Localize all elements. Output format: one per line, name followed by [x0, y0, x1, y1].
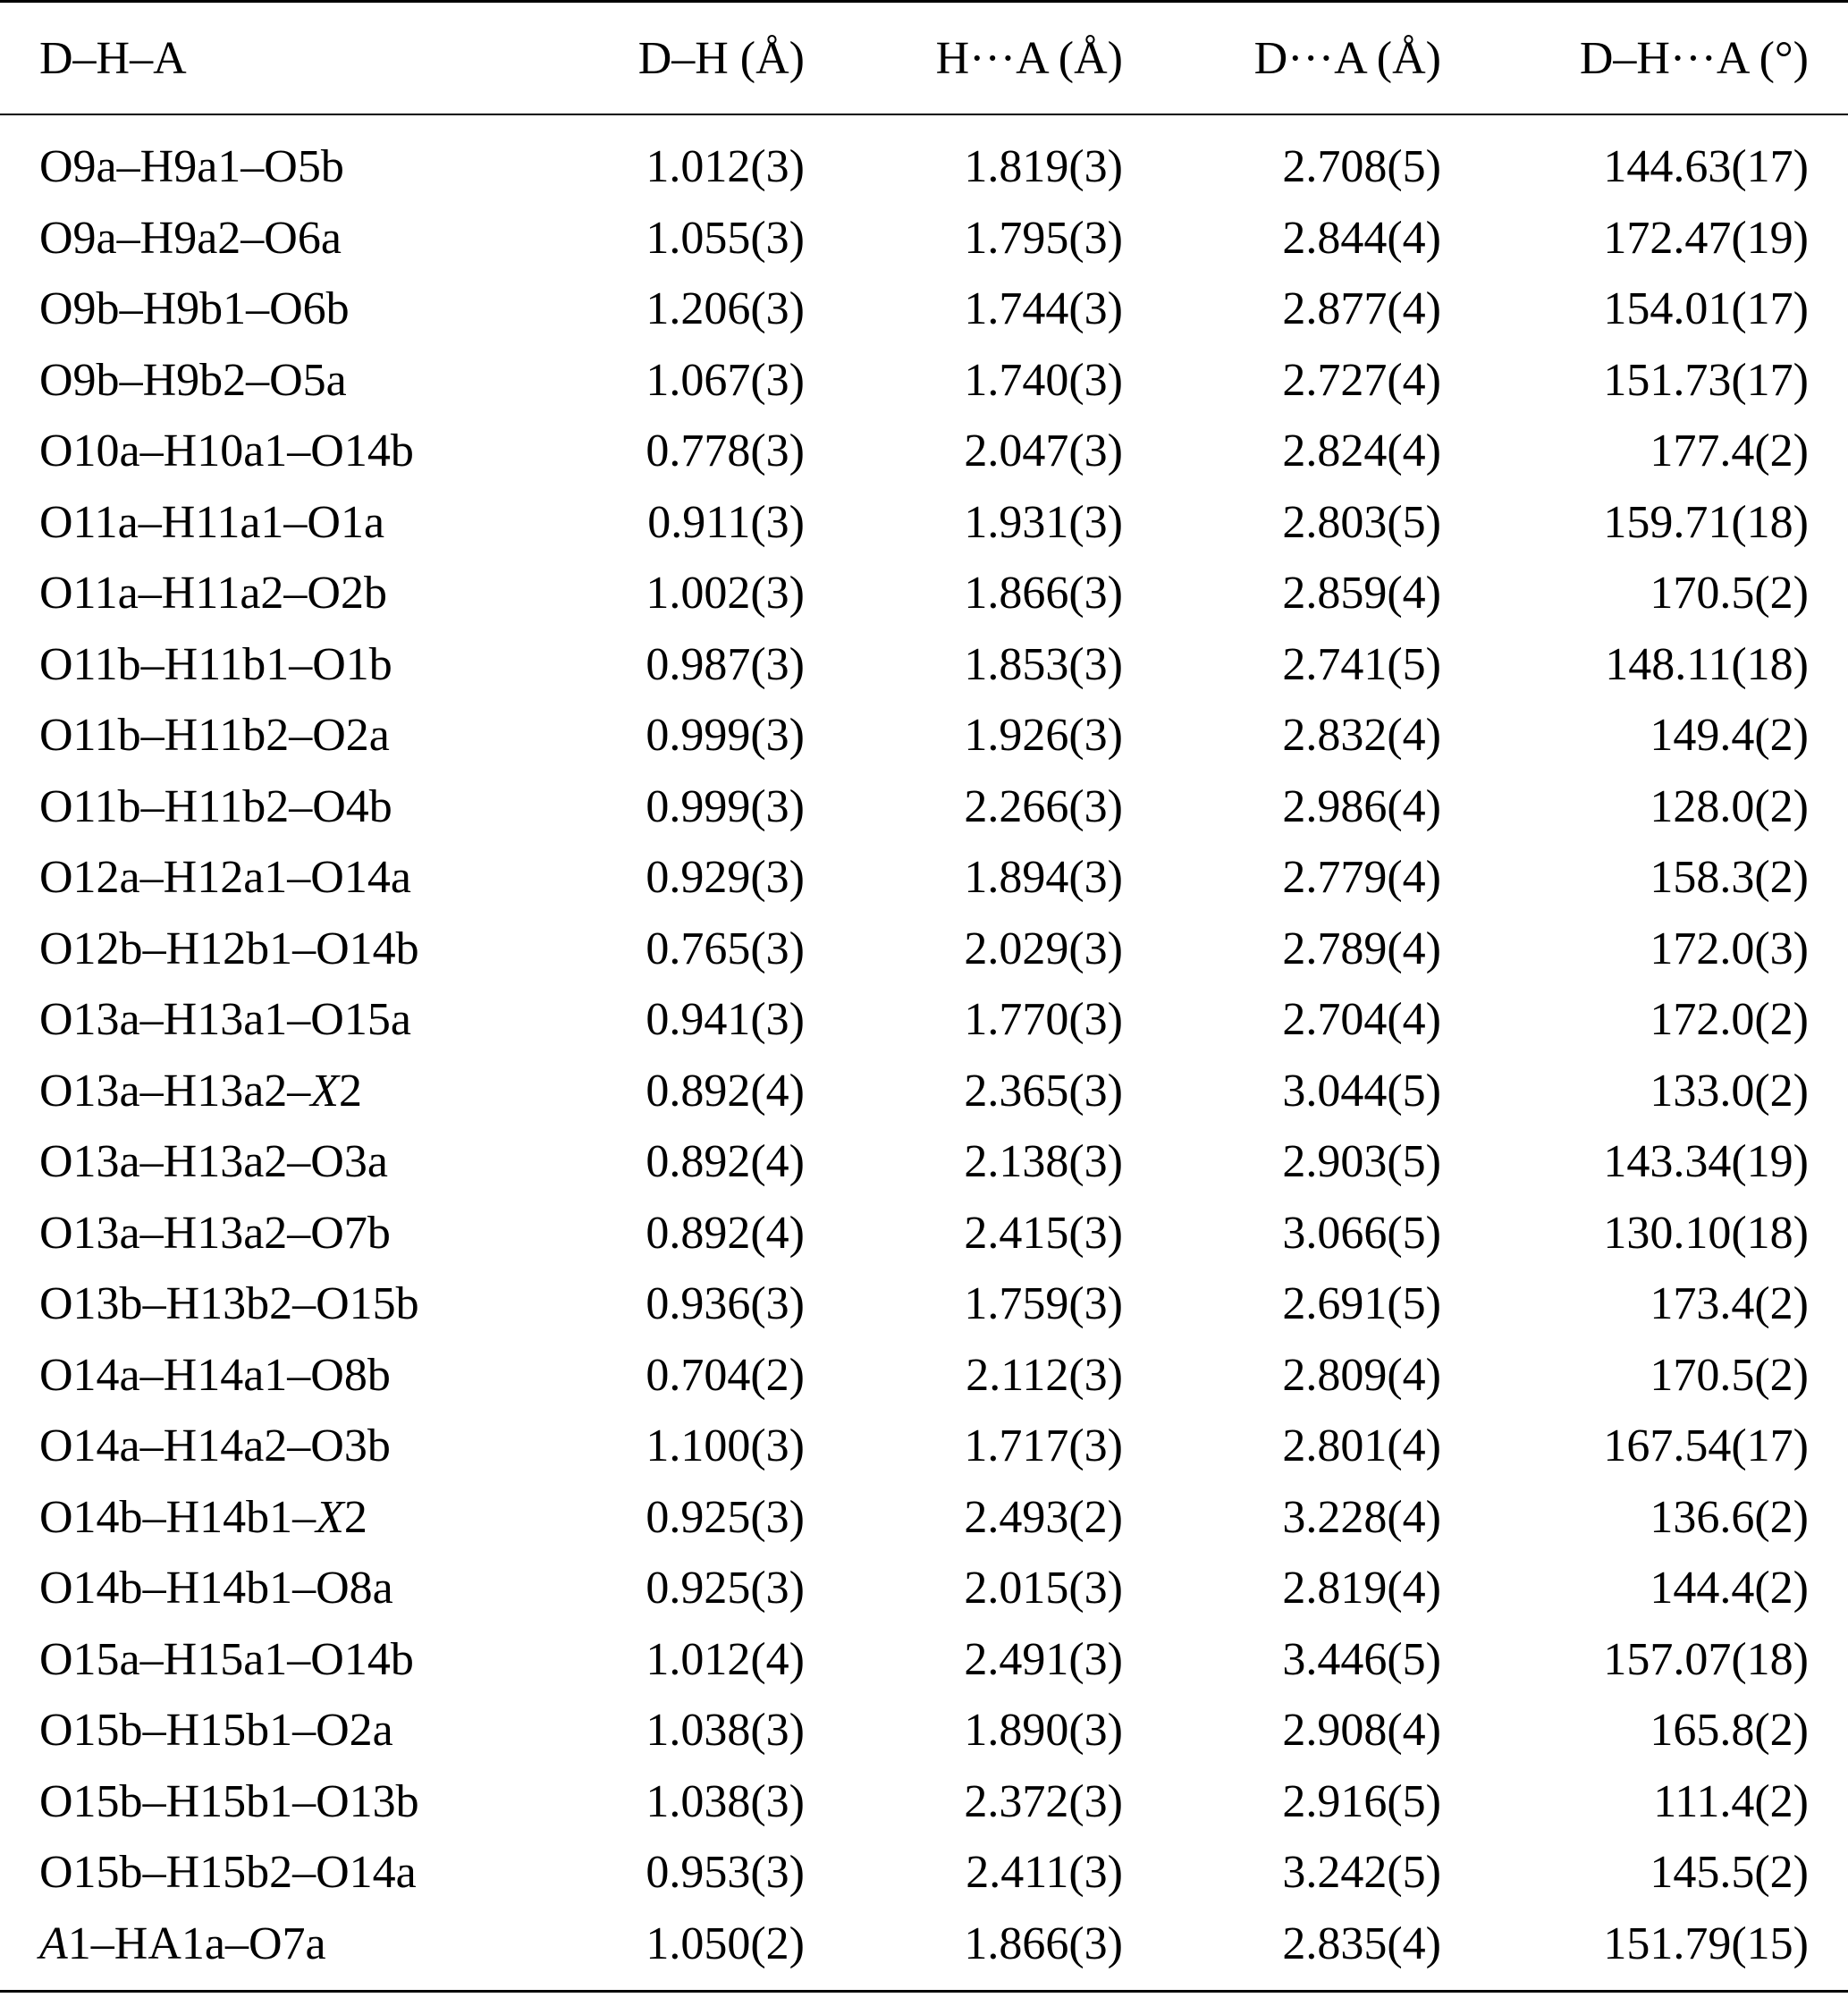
table-row	[0, 1056, 1848, 1127]
ha-distance-cell: 1.866(3)	[964, 1918, 1123, 1969]
dh-distance-cell: 0.892(4)	[646, 1136, 805, 1188]
da-distance-cell: 2.801(4)	[1282, 1420, 1441, 1472]
bond-label-cell: O11a–H11a2–O2b	[39, 568, 387, 620]
bond-label-cell: O15b–H15b2–O14a	[39, 1847, 417, 1899]
dha-angle-cell: 172.0(2)	[1650, 994, 1809, 1046]
table-row	[0, 416, 1848, 487]
dha-angle-cell: 130.10(18)	[1603, 1207, 1809, 1259]
table-row	[0, 984, 1848, 1056]
bond-label-cell: O14a–H14a1–O8b	[39, 1349, 391, 1401]
bond-label-cell: O14b–H14b1–X2	[39, 1491, 367, 1543]
table-row	[0, 1126, 1848, 1198]
dh-distance-cell: 1.002(3)	[646, 568, 805, 620]
ha-distance-cell: 2.411(3)	[966, 1847, 1123, 1899]
ha-distance-cell: 2.266(3)	[964, 780, 1123, 832]
table-row	[0, 1766, 1848, 1838]
table-row	[0, 1268, 1848, 1340]
bond-label-cell: O11a–H11a1–O1a	[39, 496, 385, 548]
da-distance-cell: 2.691(5)	[1282, 1278, 1441, 1330]
dha-angle-cell: 170.5(2)	[1650, 568, 1809, 620]
da-distance-cell: 2.877(4)	[1282, 283, 1441, 335]
ha-distance-cell: 1.744(3)	[964, 283, 1123, 335]
ha-distance-cell: 2.047(3)	[964, 426, 1123, 477]
bond-label-cell: O11b–H11b2–O4b	[39, 780, 392, 832]
dha-angle-cell: 144.63(17)	[1603, 141, 1809, 193]
bond-label-cell: O12b–H12b1–O14b	[39, 923, 419, 974]
header-dh-distance: D–H (Å)	[637, 32, 805, 84]
dh-distance-cell: 0.987(3)	[646, 638, 805, 690]
ha-distance-cell: 2.015(3)	[964, 1563, 1123, 1614]
table-row	[0, 203, 1848, 274]
bond-label-cell: O11b–H11b2–O2a	[39, 710, 390, 762]
table-row	[0, 842, 1848, 914]
header-row	[0, 2, 1848, 115]
da-distance-cell: 2.986(4)	[1282, 780, 1441, 832]
table-row	[0, 1553, 1848, 1624]
bond-label-cell: O13b–H13b2–O15b	[39, 1278, 419, 1330]
da-distance-cell: 3.242(5)	[1282, 1847, 1441, 1899]
bond-label-cell: O9a–H9a1–O5b	[39, 141, 344, 193]
dh-distance-cell: 1.055(3)	[646, 212, 805, 264]
dh-distance-cell: 0.704(2)	[646, 1349, 805, 1401]
dha-angle-cell: 157.07(18)	[1603, 1633, 1809, 1685]
dh-distance-cell: 0.941(3)	[646, 994, 805, 1046]
da-distance-cell: 2.708(5)	[1282, 141, 1441, 193]
ha-distance-cell: 1.926(3)	[964, 710, 1123, 762]
dha-angle-cell: 149.4(2)	[1650, 710, 1809, 762]
bond-label-cell: O15b–H15b1–O2a	[39, 1705, 393, 1757]
dh-distance-cell: 0.911(3)	[647, 496, 805, 548]
dh-distance-cell: 1.012(4)	[646, 1633, 805, 1685]
table-row	[0, 700, 1848, 771]
table-row	[0, 1909, 1848, 1992]
dha-angle-cell: 136.6(2)	[1650, 1491, 1809, 1543]
table-row	[0, 1837, 1848, 1909]
da-distance-cell: 2.803(5)	[1282, 496, 1441, 548]
da-distance-cell: 2.704(4)	[1282, 994, 1441, 1046]
da-distance-cell: 3.066(5)	[1282, 1207, 1441, 1259]
ha-distance-cell: 2.415(3)	[964, 1207, 1123, 1259]
ha-distance-cell: 1.717(3)	[964, 1420, 1123, 1472]
dha-angle-cell: 173.4(2)	[1650, 1278, 1809, 1330]
header-da-distance: D···A (Å)	[1253, 32, 1441, 84]
ha-distance-cell: 1.866(3)	[964, 568, 1123, 620]
da-distance-cell: 2.835(4)	[1282, 1918, 1441, 1969]
da-distance-cell: 3.228(4)	[1282, 1491, 1441, 1543]
dh-distance-cell: 1.067(3)	[646, 354, 805, 406]
bond-label-cell: O9b–H9b1–O6b	[39, 283, 350, 335]
table-row	[0, 771, 1848, 843]
ha-distance-cell: 1.890(3)	[964, 1705, 1123, 1757]
table-row	[0, 1411, 1848, 1482]
bond-label-cell: O9a–H9a2–O6a	[39, 212, 342, 264]
ha-distance-cell: 1.819(3)	[964, 141, 1123, 193]
dh-distance-cell: 1.038(3)	[646, 1775, 805, 1827]
dh-distance-cell: 0.929(3)	[646, 852, 805, 904]
dh-distance-cell: 0.765(3)	[646, 923, 805, 974]
dh-distance-cell: 0.953(3)	[646, 1847, 805, 1899]
ha-distance-cell: 2.365(3)	[964, 1065, 1123, 1117]
table-row	[0, 274, 1848, 345]
dh-distance-cell: 0.925(3)	[646, 1491, 805, 1543]
dh-distance-cell: 1.038(3)	[646, 1705, 805, 1757]
da-distance-cell: 2.819(4)	[1282, 1563, 1441, 1614]
table-row	[0, 1695, 1848, 1766]
dha-angle-cell: 143.34(19)	[1603, 1136, 1809, 1188]
ha-distance-cell: 1.931(3)	[964, 496, 1123, 548]
dha-angle-cell: 151.79(15)	[1603, 1918, 1809, 1969]
table-row	[0, 629, 1848, 701]
ha-distance-cell: 2.493(2)	[964, 1491, 1123, 1543]
dh-distance-cell: 0.999(3)	[646, 710, 805, 762]
ha-distance-cell: 2.112(3)	[966, 1349, 1123, 1401]
da-distance-cell: 3.044(5)	[1282, 1065, 1441, 1117]
da-distance-cell: 2.916(5)	[1282, 1775, 1441, 1827]
header-dha: D–H–A	[39, 32, 187, 84]
ha-distance-cell: 1.894(3)	[964, 852, 1123, 904]
da-distance-cell: 2.908(4)	[1282, 1705, 1441, 1757]
da-distance-cell: 2.844(4)	[1282, 212, 1441, 264]
da-distance-cell: 2.824(4)	[1282, 426, 1441, 477]
dha-angle-cell: 145.5(2)	[1650, 1847, 1809, 1899]
dh-distance-cell: 0.892(4)	[646, 1207, 805, 1259]
table-row	[0, 487, 1848, 559]
ha-distance-cell: 2.138(3)	[964, 1136, 1123, 1188]
bond-label-cell: O14a–H14a2–O3b	[39, 1420, 391, 1472]
bond-label-cell: O14b–H14b1–O8a	[39, 1563, 393, 1614]
dha-angle-cell: 159.71(18)	[1603, 496, 1809, 548]
dha-angle-cell: 177.4(2)	[1650, 426, 1809, 477]
dh-distance-cell: 1.100(3)	[646, 1420, 805, 1472]
bond-label-cell: O12a–H12a1–O14a	[39, 852, 411, 904]
ha-distance-cell: 2.372(3)	[964, 1775, 1123, 1827]
table-row	[0, 345, 1848, 417]
dha-angle-cell: 172.47(19)	[1603, 212, 1809, 264]
bond-label-cell: A1–HA1a–O7a	[39, 1918, 326, 1969]
table-body	[0, 114, 1848, 1992]
dha-angle-cell: 165.8(2)	[1650, 1705, 1809, 1757]
dh-distance-cell: 0.778(3)	[646, 426, 805, 477]
bond-label-cell: O13a–H13a2–O3a	[39, 1136, 388, 1188]
dha-angle-cell: 167.54(17)	[1603, 1420, 1809, 1472]
ha-distance-cell: 1.853(3)	[964, 638, 1123, 690]
da-distance-cell: 2.779(4)	[1282, 852, 1441, 904]
table-row	[0, 1198, 1848, 1269]
ha-distance-cell: 1.770(3)	[964, 994, 1123, 1046]
bond-label-cell: O10a–H10a1–O14b	[39, 426, 414, 477]
dh-distance-cell: 1.012(3)	[646, 141, 805, 193]
dha-angle-cell: 133.0(2)	[1650, 1065, 1809, 1117]
table-row	[0, 114, 1848, 203]
dha-angle-cell: 154.01(17)	[1603, 283, 1809, 335]
ha-distance-cell: 2.491(3)	[964, 1633, 1123, 1685]
dh-distance-cell: 1.050(2)	[646, 1918, 805, 1969]
da-distance-cell: 2.809(4)	[1282, 1349, 1441, 1401]
table-row	[0, 914, 1848, 985]
dha-angle-cell: 151.73(17)	[1603, 354, 1809, 406]
dh-distance-cell: 0.999(3)	[646, 780, 805, 832]
da-distance-cell: 2.727(4)	[1282, 354, 1441, 406]
dha-angle-cell: 128.0(2)	[1650, 780, 1809, 832]
da-distance-cell: 2.832(4)	[1282, 710, 1441, 762]
dha-angle-cell: 111.4(2)	[1653, 1775, 1809, 1827]
ha-distance-cell: 1.759(3)	[964, 1278, 1123, 1330]
da-distance-cell: 2.903(5)	[1282, 1136, 1441, 1188]
dh-distance-cell: 0.936(3)	[646, 1278, 805, 1330]
da-distance-cell: 2.741(5)	[1282, 638, 1441, 690]
bond-label-cell: O15a–H15a1–O14b	[39, 1633, 414, 1685]
da-distance-cell: 3.446(5)	[1282, 1633, 1441, 1685]
bond-label-cell: O13a–H13a2–X2	[39, 1065, 363, 1117]
dha-angle-cell: 172.0(3)	[1650, 923, 1809, 974]
da-distance-cell: 2.859(4)	[1282, 568, 1441, 620]
header-ha-distance: H···A (Å)	[935, 32, 1123, 84]
bond-label-cell: O11b–H11b1–O1b	[39, 638, 392, 690]
ha-distance-cell: 1.740(3)	[964, 354, 1123, 406]
bond-label-cell: O13a–H13a1–O15a	[39, 994, 411, 1046]
dha-angle-cell: 144.4(2)	[1650, 1563, 1809, 1614]
dh-distance-cell: 0.925(3)	[646, 1563, 805, 1614]
dha-angle-cell: 148.11(18)	[1605, 638, 1809, 690]
table-header	[0, 2, 1848, 115]
bond-label-cell: O15b–H15b1–O13b	[39, 1775, 419, 1827]
dh-distance-cell: 0.892(4)	[646, 1065, 805, 1117]
table-row	[0, 1340, 1848, 1412]
bond-label-cell: O9b–H9b2–O5a	[39, 354, 347, 406]
da-distance-cell: 2.789(4)	[1282, 923, 1441, 974]
ha-distance-cell: 1.795(3)	[964, 212, 1123, 264]
header-dha-angle: D–H···A (°)	[1579, 32, 1809, 84]
table-row	[0, 1624, 1848, 1696]
table-row	[0, 1482, 1848, 1554]
ha-distance-cell: 2.029(3)	[964, 923, 1123, 974]
dha-angle-cell: 158.3(2)	[1650, 852, 1809, 904]
dha-angle-cell: 170.5(2)	[1650, 1349, 1809, 1401]
table-row	[0, 558, 1848, 629]
bond-label-cell: O13a–H13a2–O7b	[39, 1207, 391, 1259]
dh-distance-cell: 1.206(3)	[646, 283, 805, 335]
